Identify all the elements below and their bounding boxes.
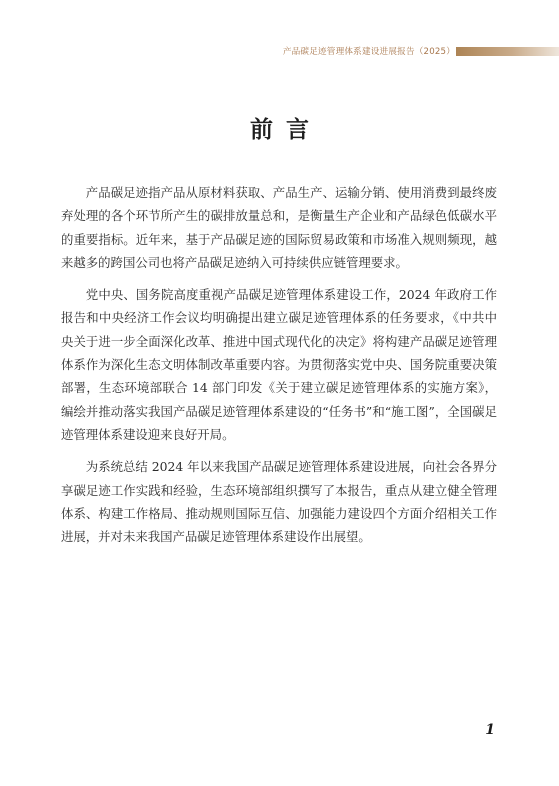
page-number: 1 bbox=[485, 722, 495, 738]
paragraph-1: 产品碳足迹指产品从原材料获取、产品生产、运输分销、使用消费到最终废弃处理的各个环节所产生的碳排放量总和，是衡量生产企业和产品绿色低碳水平的重要指标。近年来，基于产品碳足迹的国际贸易政策和市场准入规则频现，越来越多的跨国公司也将产品碳足迹纳入可持续供应链管理要求。 bbox=[61, 185, 497, 270]
page-header bbox=[0, 44, 559, 60]
header-title: 产品碳足迹管理体系建设进展报告（2025） bbox=[282, 47, 455, 57]
header-decoration-bar bbox=[456, 47, 559, 56]
paragraph-3: 为系统总结 2024 年以来我国产品碳足迹管理体系建设进展，向社会各界分享碳足迹工作实践和经验，生态环境部组织撰写了本报告，重点从建立健全管理体系、构建工作格局、推动规则国际互信、加强能力建设四个方面介绍相关工作进展，并对未来我国产品碳足迹管理体系建设作出展望。 bbox=[61, 459, 497, 545]
page-title: 前言 bbox=[250, 116, 322, 143]
paragraph-2: 党中央、国务院高度重视产品碳足迹管理体系建设工作，2024 年政府工作报告和中央经济工作会议均明确提出建立碳足迹管理体系的任务要求，《中共中央关于进一步全面深化改革、推进中国式现代化的决定》将构建产品碳足迹管理体系作为深化生态文明体制改革重要内容。为贯彻落实党中央、国务院重要决策部署，生态环境部联合 14 部门印发《关于建立碳足迹管理体系的实施方案》，编绘并推动落实我国产品碳足迹管理体系建设的“任务书”和“施工图”，全国碳足迹管理体系建设迎来良好开局。 bbox=[61, 287, 497, 442]
body-text bbox=[61, 181, 497, 557]
